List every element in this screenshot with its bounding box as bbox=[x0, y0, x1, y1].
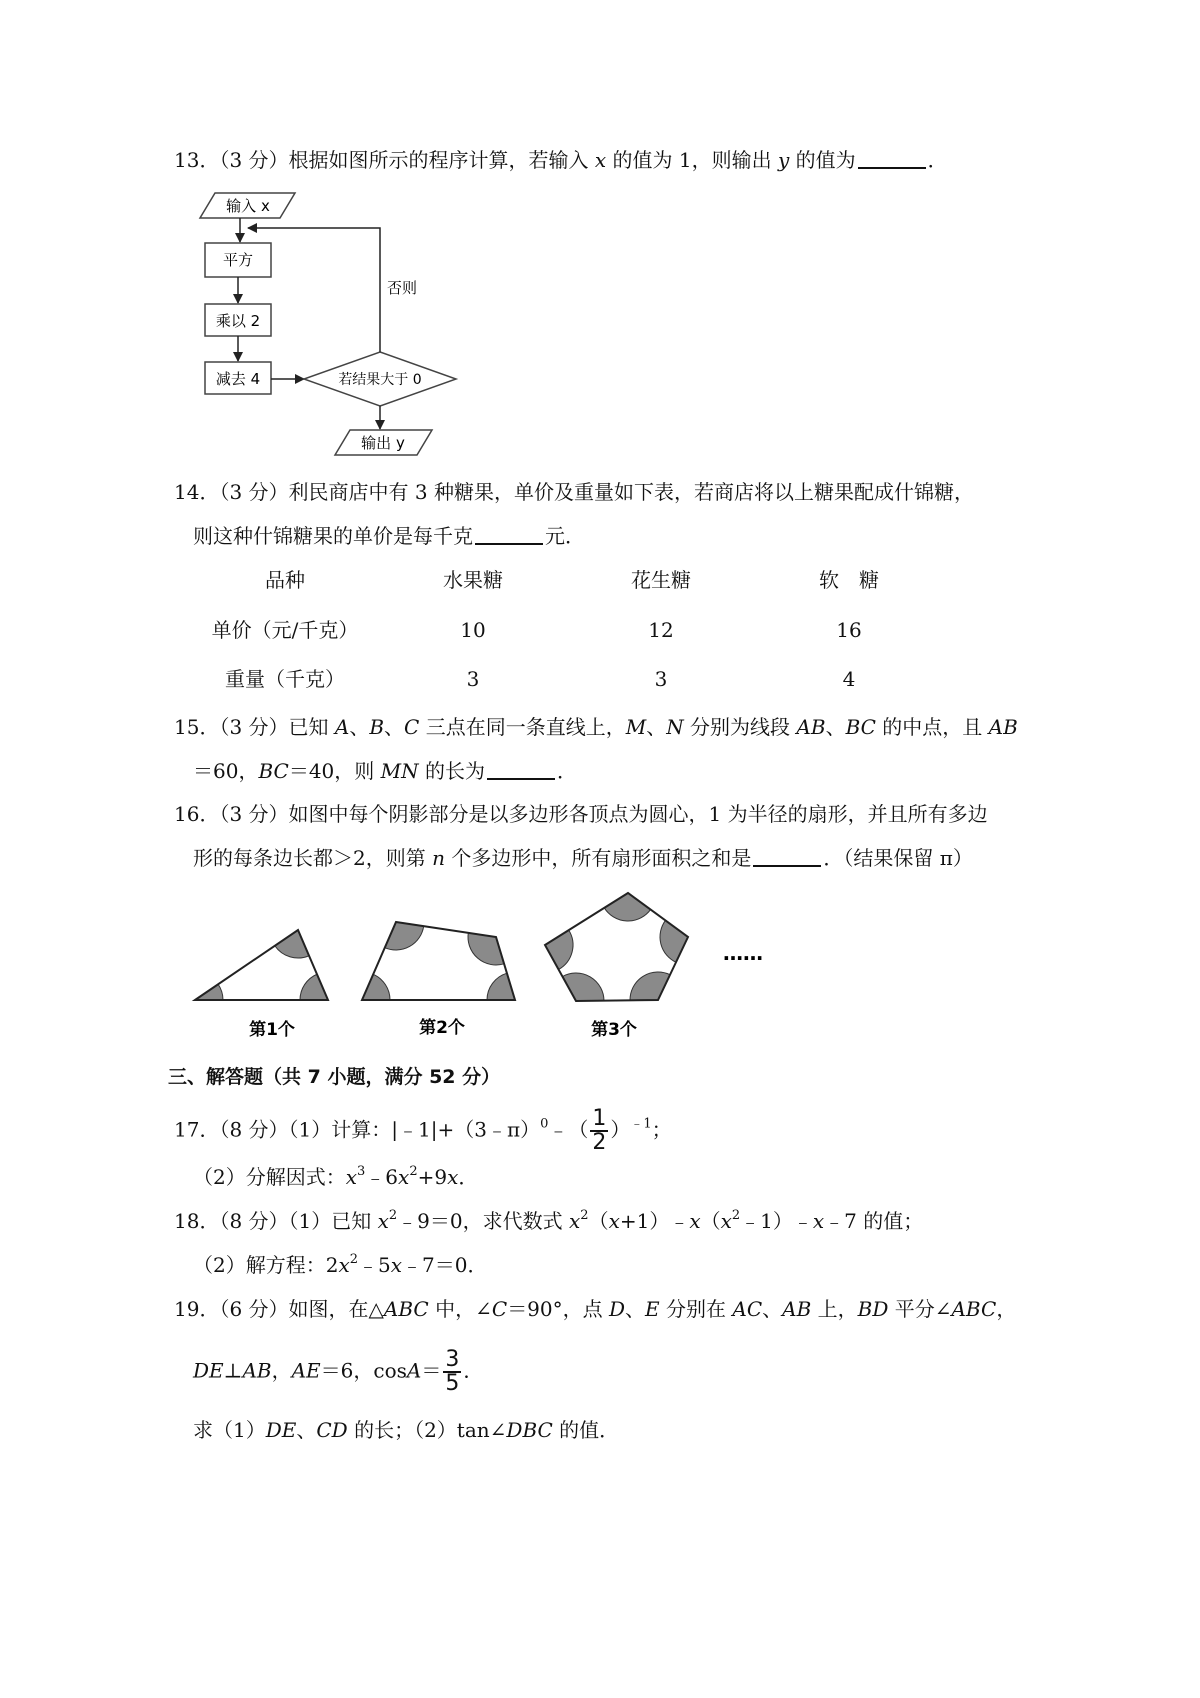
question-17-part1: 17．（8 分）（1）计算：|﹣1|+（3﹣π）$^0$﹣（ $\frac{1}{2}$ ）$^{﹣1}$； bbox=[174, 1106, 672, 1155]
fraction-three-fifths: $\frac{3}{5}$ bbox=[445, 1347, 460, 1396]
question-15-stem: 15．（3 分）已知 A、B、C 三点在同一条直线上，M、N 分别为线段 AB、BC 的中点，且 AB bbox=[174, 715, 1018, 739]
flow-output-label: 输出 y bbox=[361, 434, 405, 452]
table-cell: 16 bbox=[836, 618, 862, 642]
figure-caption-3: 第3个 bbox=[591, 1020, 637, 1040]
table-header: 软 糖 bbox=[819, 568, 879, 592]
question-18-part2: （2）解方程：$2x^2﹣5x﹣7=0$． bbox=[193, 1252, 488, 1277]
figures-ellipsis: …… bbox=[723, 941, 763, 965]
fraction-one-half: $\frac{1}{2}$ bbox=[592, 1106, 607, 1155]
table-cell: 10 bbox=[460, 618, 486, 642]
table-cell: 12 bbox=[648, 618, 674, 642]
shaded-sector bbox=[362, 974, 390, 1000]
figure-triangle bbox=[195, 930, 328, 1000]
shaded-sector bbox=[300, 974, 328, 1000]
flow-decision-label: 若结果大于 0 bbox=[338, 372, 422, 388]
table-header: 品种 bbox=[265, 568, 305, 592]
question-13-stem: 13．（3 分）根据如图所示的程序计算，若输入 x 的值为 1，则输出 y 的值为 ． bbox=[174, 148, 948, 172]
flow-square-label: 平方 bbox=[222, 251, 254, 269]
table-cell: 单价（元/千克） bbox=[211, 618, 359, 642]
flow-input-label: 输入 x bbox=[226, 197, 270, 215]
question-17-part2: （2）分解因式：$x^3﹣6x^2+9x$． bbox=[193, 1164, 479, 1189]
question-16-stem-line2: 形的每条边长都＞2，则第 n 个多边形中，所有扇形面积之和是 ．（结果保留 π） bbox=[193, 846, 973, 870]
flow-times2-label: 乘以 2 bbox=[215, 312, 261, 330]
question-16-stem: 16．（3 分）如图中每个阴影部分是以多边形各顶点为圆心，1 为半径的扇形，并且所有多边 bbox=[174, 802, 988, 826]
flow-minus4-label: 减去 4 bbox=[215, 370, 261, 388]
section-heading: 三、解答题（共 7 小题，满分 52 分） bbox=[168, 1066, 501, 1088]
question-15-stem-line2: ＝60，BC＝40，则 MN 的长为 ． bbox=[193, 759, 577, 783]
table-header: 水果糖 bbox=[443, 568, 503, 592]
figure-quadrilateral bbox=[362, 922, 515, 1000]
question-18-part1: 18．（8 分）（1）已知 $x^2﹣9=0$，求代数式 $x^2(x+1)﹣x(x^2﹣1)﹣x﹣7$ 的值； bbox=[174, 1208, 924, 1233]
question-14-stem-line2: 则这种什锦糖果的单价是每千克 元． bbox=[193, 524, 585, 548]
question-19-line2: DE⊥AB，AE＝6，cosA＝ $\frac{3}{5}$ ． bbox=[193, 1347, 484, 1396]
figure-caption-1: 第1个 bbox=[249, 1020, 295, 1040]
question-19-line1: 19．（6 分）如图，在△ABC 中，∠C＝90°，点 D、E 分别在 AC、AB 上，BD 平分∠ABC， bbox=[174, 1297, 1017, 1321]
table-cell: 3 bbox=[654, 667, 668, 691]
shaded-sector bbox=[604, 893, 650, 921]
table-header: 花生糖 bbox=[631, 568, 691, 592]
table-cell: 3 bbox=[466, 667, 480, 691]
table-cell: 4 bbox=[842, 667, 856, 691]
question-14-stem: 14．（3 分）利民商店中有 3 种糖果，单价及重量如下表，若商店将以上糖果配成什锦糖， bbox=[174, 480, 974, 504]
figure-pentagon bbox=[545, 893, 688, 1001]
table-cell: 重量（千克） bbox=[225, 667, 345, 691]
flow-otherwise-label: 否则 bbox=[386, 279, 418, 297]
question-19-line3: 求（1）DE、CD 的长；（2）tan∠DBC 的值． bbox=[193, 1418, 620, 1442]
figure-caption-2: 第2个 bbox=[419, 1018, 465, 1038]
